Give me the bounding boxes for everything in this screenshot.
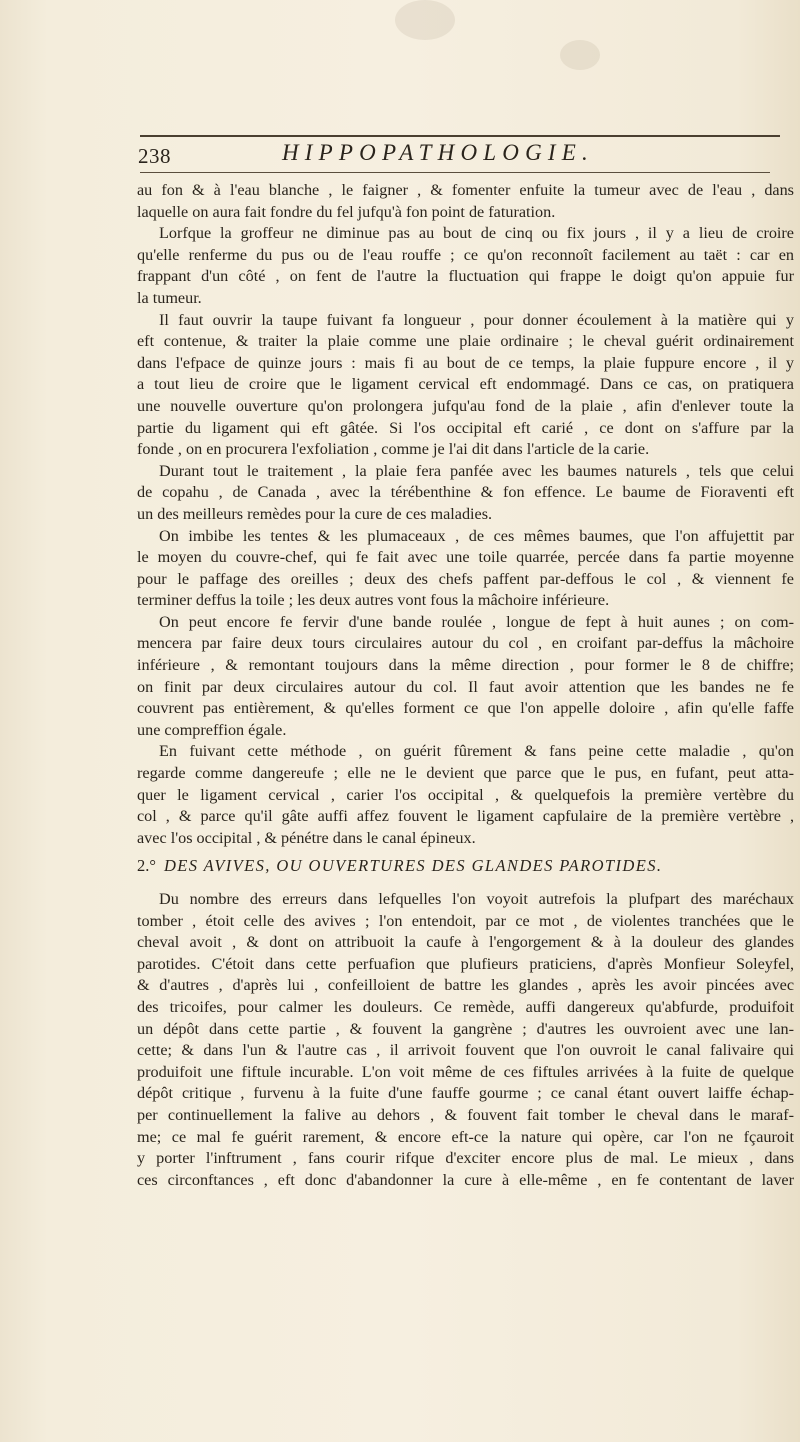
paper-stain <box>560 40 600 70</box>
text-line: cheval avoit , & dont on attribuoit la caufe à l'engorgement & à la douleur des glandes <box>137 933 794 952</box>
text-line: une nouvelle ouverture qu'on prolongera jufqu'au fond de la plaie , afin d'enlever toute la <box>137 396 794 415</box>
header-rule-top <box>140 135 780 137</box>
page-number: 238 <box>138 144 171 168</box>
text-line: a tout lieu de croire que le ligament cervical eft endommagé. Dans ce cas, on pratiquera <box>137 375 794 394</box>
section-number: 2.° <box>137 856 156 876</box>
text-line: un des meilleurs remèdes pour la cure de ces maladies. <box>137 504 493 523</box>
text-line: la tumeur. <box>137 288 202 307</box>
text-line: couvrent pas entièrement, & qu'elles forment ce que l'on appelle doloire , afin qu'elle faffe <box>137 699 794 718</box>
text-line: On imbibe les tentes & les plumaceaux , de ces mêmes baumes, que l'on affujettit par <box>159 526 794 545</box>
text-line: regarde comme dangereufe ; elle ne le devient que parce que le pus, en fufant, peut atta- <box>137 764 794 783</box>
text-line: dans l'efpace de quinze jours : mais fi au bout de ce temps, la plaie fuppure encore , il y <box>137 353 794 372</box>
text-line: quer le ligament cervical , carier l'os occipital , & quelquefois la première vertèbre du <box>137 785 794 804</box>
text-line: frappant d'un côté , on fent de l'autre la fluctuation qui frappe le doigt qu'on appuie fur <box>137 267 794 286</box>
text-line: au fon & à l'eau blanche , le faigner , & fomenter enfuite la tumeur avec de l'eau , dans <box>137 181 794 199</box>
text-line: laquelle on aura fait fondre du fel jufqu'à fon point de faturation. <box>137 202 556 221</box>
text-line: de copahu , de Canada , avec la térébenthine & fon effence. Le baume de Fioraventi eft <box>137 483 794 502</box>
text-line: partie du ligament qui eft gâtée. Si l'os occipital eft carié , ce dont on s'affure par la <box>137 418 794 437</box>
text-line: tomber , étoit celle des avives ; l'on entendoit, par ce mot , de violentes tranchées que le <box>137 911 794 930</box>
text-line: Durant tout le traitement , la plaie fera panfée avec les baumes naturels , tels que celui <box>159 461 794 480</box>
body-text <box>137 180 794 1191</box>
text-line: ces circonftances , eft donc d'abandonner la cure à elle-même , en fe contentant de laver <box>137 1170 794 1189</box>
text-line: Il faut ouvrir la taupe fuivant fa longueur , pour donner écoulement à la matière qui y <box>159 310 794 329</box>
text-line: per continuellement la falive au dehors , & fouvent fait tomber le cheval dans le maraf- <box>137 1105 794 1124</box>
running-title: HIPPOPATHOLOGIE. <box>282 140 594 165</box>
paper-stain <box>395 0 455 40</box>
text-line: col , & parce qu'il gâte auffi affez fouvent le ligament capfulaire de la première vertèbre , <box>137 807 794 826</box>
text-line: Lorfque la groffeur ne diminue pas au bout de cinq ou fix jours , il y a lieu de croire <box>159 224 794 243</box>
text-line: inférieure , & remontant toujours dans la même direction , pour former le 8 de chiffre; <box>137 656 794 675</box>
header-rule-bottom <box>140 172 770 173</box>
text-line: En fuivant cette méthode , on guérit fûrement & fans peine cette maladie , qu'on <box>159 742 794 761</box>
text-line: eft contenue, & traiter la plaie comme une plaie ordinaire ; le cheval guérit ordinairement <box>137 332 794 351</box>
text-line: me; ce mal fe guérit rarement, & encore eft-ce la nature qui opère, car l'on ne fçauroit <box>137 1127 794 1146</box>
text-line: qu'elle renferme du pus ou de l'eau rouffe ; ce qu'on reconnoît facilement au taët : car en <box>137 245 794 264</box>
text-line: on finit par deux circulaires autour du col. Il faut avoir attention que les bandes ne fe <box>137 677 794 696</box>
text-line: terminer deffus la toile ; les deux autres vont fous la mâchoire inférieure. <box>137 591 610 610</box>
text-line: Du nombre des erreurs dans lefquelles l'on voyoit autrefois la plufpart des maréchaux <box>159 890 794 908</box>
text-line: parotides. C'étoit dans cette perfuafion que plufieurs praticiens, d'après Monfieur Soleyfel, <box>137 954 794 973</box>
text-line: des tricoifes, pour calmer les douleurs. Ce remède, auffi dangereux qu'abfurde, produifoit <box>137 997 794 1016</box>
text-line: mencera par faire deux tours circulaires autour du col , en croifant par-deffus la mâchoire <box>137 634 794 653</box>
text-line: cette; & dans l'un & l'autre cas , il arrivoit fouvent que l'on ouvroit le canal falivaire qui <box>137 1041 794 1060</box>
text-line: pour le paffage des oreilles ; deux des chefs paffent par-deffous le col , & viennent fe <box>137 569 794 588</box>
text-line: produifoit une fiftule incurable. L'on voit même de ces fiftules arrivées à la fuite de quelque <box>137 1062 794 1081</box>
text-line: avec l'os occipital , & pénétre dans le canal épineux. <box>137 828 476 847</box>
text-line: On peut encore fe fervir d'une bande roulée , longue de fept à huit aunes ; on com- <box>159 612 794 631</box>
text-line: une compreffion égale. <box>137 720 287 739</box>
text-line: & d'autres , d'après lui , confeilloient de battre les glandes , après les avoir pincées avec <box>137 976 794 995</box>
text-line: fonde , on en procurera l'exfoliation , comme je l'ai dit dans l'article de la carie. <box>137 440 650 459</box>
text-line: y porter l'inftrument , fans courir rifque d'exciter encore plus de mal. Le mieux , dans <box>137 1149 794 1168</box>
section-heading <box>137 855 794 877</box>
text-line: le moyen du couvre-chef, qui fe fait avec une toile quarrée, percée dans fa partie moyenne <box>137 548 794 567</box>
section-title: DES AVIVES, OU OUVERTURES DES GLANDES PAROTIDES. <box>163 856 663 876</box>
text-line: un dépôt dans cette partie , & fouvent la gangrène ; d'autres les ouvroient avec une lan- <box>137 1019 794 1038</box>
text-line: dépôt critique , furvenu à la fuite d'une fauffe gourme ; ce canal étant ouvert laiffe échap- <box>137 1084 794 1103</box>
